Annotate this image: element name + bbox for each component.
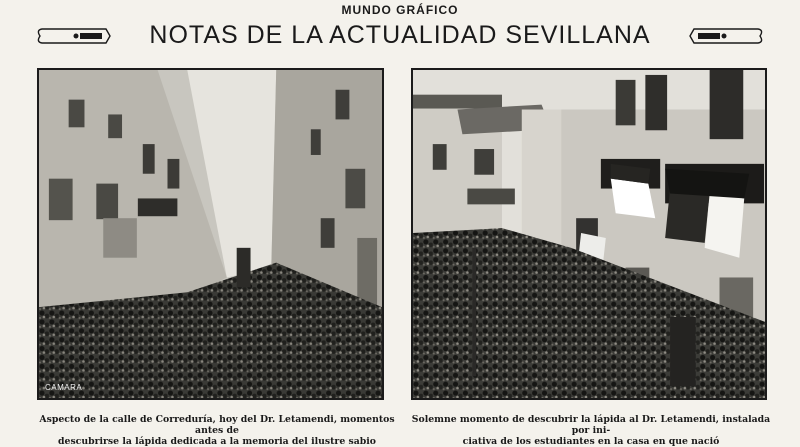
magazine-name: MUNDO GRÁFICO	[341, 3, 459, 17]
street-crowd-photo	[37, 68, 384, 400]
caption-line: descubrirse la lápida dedicada a la memoria del ilustre sabio	[58, 436, 376, 447]
balcony-ceremony-photo	[411, 68, 767, 400]
caption-line: ciativa de los estudiantes en la casa en que nació	[462, 436, 720, 447]
caption-line: Solemne momento de descubrir la lápida al Dr. Letamendi, instalada por ini-	[411, 414, 771, 436]
section-heading	[30, 20, 770, 50]
caption-right	[411, 414, 771, 447]
caption-line: Aspecto de la calle de Correduría, hoy del Dr. Letamendi, momentos antes de	[39, 414, 395, 436]
pen-ornament-icon	[688, 26, 764, 46]
photo-credit: CAMARA	[45, 383, 83, 392]
page-title: NOTAS DE LA ACTUALIDAD SEVILLANA	[149, 21, 651, 49]
caption-left	[37, 414, 397, 447]
